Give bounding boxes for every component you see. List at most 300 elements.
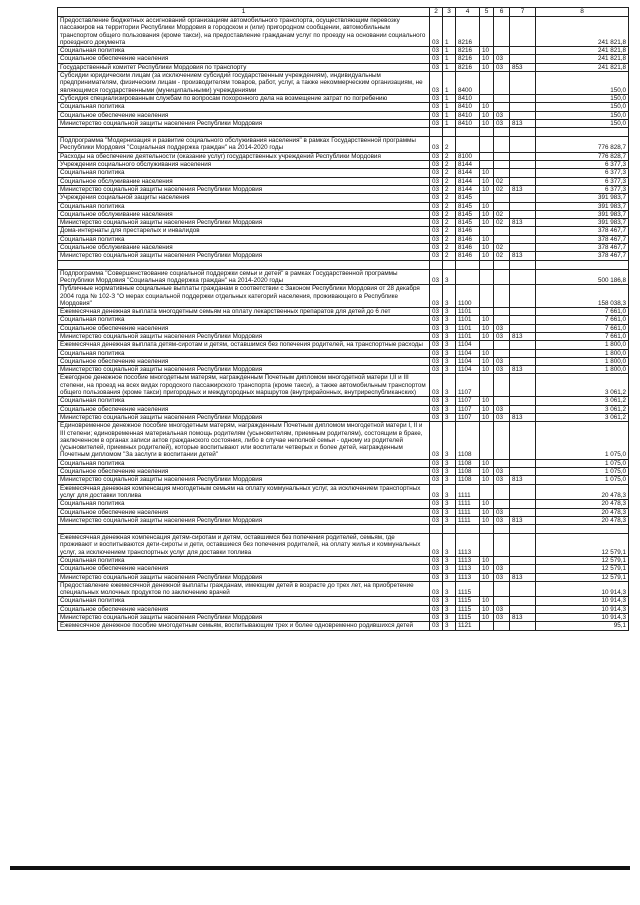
row-code-6: 03 xyxy=(494,55,510,63)
row-code-6 xyxy=(494,374,510,397)
row-code-3: 2 xyxy=(443,152,456,160)
row-code-6: 03 xyxy=(494,413,510,421)
row-code-2: 03 xyxy=(430,614,443,622)
row-code-4: 8144 xyxy=(456,177,480,185)
row-code-3: 3 xyxy=(443,341,456,349)
row-code-6 xyxy=(494,341,510,349)
row-code-7 xyxy=(510,17,536,47)
row-amount: 6 377,3 xyxy=(536,169,629,177)
row-code-6 xyxy=(494,103,510,111)
row-code-7 xyxy=(510,622,536,630)
row-code-7 xyxy=(510,177,536,185)
row-code-4: 1107 xyxy=(456,413,480,421)
row-name: Социальное обеспечение населения xyxy=(58,605,430,613)
row-code-5 xyxy=(480,227,494,235)
row-code-7 xyxy=(510,128,536,137)
row-code-2: 03 xyxy=(430,324,443,332)
row-code-5: 10 xyxy=(480,349,494,357)
row-code-4: 8100 xyxy=(456,152,480,160)
row-amount: 1 075,0 xyxy=(536,468,629,476)
row-code-2: 03 xyxy=(430,269,443,285)
row-amount: 158 038,3 xyxy=(536,285,629,308)
row-name: Субсидии юридическим лицам (за исключением субсидий государственным учреждениям), индивидуальным предпринимателям, физическим лицам - производителям товаров, работ, услуг, а также некоммерческим организациям, не являющимся государственными (муниципальными) учреждениями xyxy=(58,72,430,95)
row-code-3: 1 xyxy=(443,103,456,111)
row-amount: 391 983,7 xyxy=(536,210,629,218)
row-code-2: 03 xyxy=(430,161,443,169)
table-row xyxy=(58,468,629,476)
row-amount: 150,0 xyxy=(536,111,629,119)
row-amount: 95,1 xyxy=(536,622,629,630)
row-code-3: 3 xyxy=(443,316,456,324)
row-code-7 xyxy=(510,605,536,613)
row-name: Ежемесячная денежная выплата многодетным семьям на оплату лекарственных препаратов для детей до 6 лет xyxy=(58,308,430,316)
row-name: Субсидия специализированным службам по вопросам похоронного дела на возмещение затрат по погребению xyxy=(58,94,430,102)
row-code-4: 1107 xyxy=(456,397,480,405)
row-name: Социальное обеспечение населения xyxy=(58,324,430,332)
row-code-3: 3 xyxy=(443,308,456,316)
row-code-2: 03 xyxy=(430,285,443,308)
row-code-2: 03 xyxy=(430,17,443,47)
row-code-2: 03 xyxy=(430,605,443,613)
row-code-5: 10 xyxy=(480,244,494,252)
row-code-6: 03 xyxy=(494,508,510,516)
row-code-2: 03 xyxy=(430,557,443,565)
row-code-3: 2 xyxy=(443,177,456,185)
row-code-5: 10 xyxy=(480,324,494,332)
table-row xyxy=(58,111,629,119)
row-code-5: 10 xyxy=(480,47,494,55)
table-row xyxy=(58,366,629,374)
row-code-5: 10 xyxy=(480,169,494,177)
row-code-3: 3 xyxy=(443,557,456,565)
row-amount xyxy=(536,260,629,269)
row-code-3: 2 xyxy=(443,244,456,252)
row-code-5: 10 xyxy=(480,357,494,365)
table-row xyxy=(58,459,629,467)
row-code-6 xyxy=(494,622,510,630)
row-code-5 xyxy=(480,422,494,459)
row-name: Социальная политика xyxy=(58,202,430,210)
row-name: Министерство социальной защиты населения Республики Мордовия xyxy=(58,119,430,127)
row-code-2: 03 xyxy=(430,55,443,63)
row-code-5: 10 xyxy=(480,252,494,260)
row-amount: 20 478,3 xyxy=(536,508,629,516)
row-code-4: 8146 xyxy=(456,252,480,260)
table-row xyxy=(58,119,629,127)
row-name: Социальная политика xyxy=(58,103,430,111)
row-code-4: 8146 xyxy=(456,235,480,243)
row-code-7: 813 xyxy=(510,413,536,421)
row-code-2: 03 xyxy=(430,63,443,71)
table-row xyxy=(58,413,629,421)
row-code-2: 03 xyxy=(430,47,443,55)
row-code-7 xyxy=(510,227,536,235)
row-amount: 378 467,7 xyxy=(536,244,629,252)
row-code-6 xyxy=(494,484,510,500)
row-code-5: 10 xyxy=(480,63,494,71)
row-amount: 12 579,1 xyxy=(536,557,629,565)
table-row xyxy=(58,308,629,316)
row-code-2: 03 xyxy=(430,581,443,597)
row-code-2: 03 xyxy=(430,534,443,557)
row-code-5: 10 xyxy=(480,219,494,227)
row-code-3: 1 xyxy=(443,94,456,102)
row-code-4: 1111 xyxy=(456,484,480,500)
table-row xyxy=(58,244,629,252)
row-code-7 xyxy=(510,508,536,516)
row-code-3: 3 xyxy=(443,605,456,613)
row-code-3: 1 xyxy=(443,111,456,119)
row-code-2: 03 xyxy=(430,72,443,95)
row-code-7 xyxy=(510,152,536,160)
row-code-5: 10 xyxy=(480,210,494,218)
row-code-7 xyxy=(510,341,536,349)
row-amount: 3 061,2 xyxy=(536,374,629,397)
row-amount: 391 983,7 xyxy=(536,202,629,210)
row-code-4: 1108 xyxy=(456,476,480,484)
row-code-5: 10 xyxy=(480,55,494,63)
row-code-6: 03 xyxy=(494,357,510,365)
row-code-6 xyxy=(494,308,510,316)
row-code-2 xyxy=(430,128,443,137)
row-code-5 xyxy=(480,269,494,285)
row-code-3: 2 xyxy=(443,137,456,153)
table-row xyxy=(58,161,629,169)
table-row xyxy=(58,324,629,332)
row-amount: 378 467,7 xyxy=(536,252,629,260)
table-row xyxy=(58,357,629,365)
row-code-3: 3 xyxy=(443,405,456,413)
row-code-2: 03 xyxy=(430,332,443,340)
row-code-4: 1104 xyxy=(456,366,480,374)
row-code-3: 3 xyxy=(443,500,456,508)
row-code-4: 8144 xyxy=(456,185,480,193)
row-code-2: 03 xyxy=(430,94,443,102)
row-code-3: 3 xyxy=(443,484,456,500)
row-amount: 20 478,3 xyxy=(536,516,629,524)
row-code-2: 03 xyxy=(430,349,443,357)
row-name: Социальная политика xyxy=(58,169,430,177)
table-row xyxy=(58,484,629,500)
row-code-6: 03 xyxy=(494,324,510,332)
row-code-7 xyxy=(510,269,536,285)
row-code-5: 10 xyxy=(480,614,494,622)
table-row xyxy=(58,405,629,413)
row-code-6 xyxy=(494,72,510,95)
row-code-2: 03 xyxy=(430,252,443,260)
row-amount: 391 983,7 xyxy=(536,194,629,202)
row-code-3: 2 xyxy=(443,185,456,193)
row-name: Предоставление бюджетных ассигнований организациям автомобильного транспорта, осуществляющим перевозку пассажиров на территории Республики Мордовия в городском и (или) пригородном сообщении, автомобильным транспортом общего пользования (кроме такси), на предоставление гражданам услуг по проезду на основании социального проездного документа xyxy=(58,17,430,47)
table-row xyxy=(58,500,629,508)
row-name: Социальная политика xyxy=(58,500,430,508)
row-code-4: 1113 xyxy=(456,573,480,581)
row-code-2: 03 xyxy=(430,597,443,605)
row-amount: 10 914,3 xyxy=(536,605,629,613)
row-code-2: 03 xyxy=(430,500,443,508)
row-code-4: 1115 xyxy=(456,614,480,622)
table-row xyxy=(58,614,629,622)
row-name: Социальное обеспечение населения xyxy=(58,565,430,573)
row-code-6 xyxy=(494,227,510,235)
row-code-4: 8410 xyxy=(456,111,480,119)
row-code-3: 1 xyxy=(443,119,456,127)
row-code-2: 03 xyxy=(430,119,443,127)
row-code-7: 813 xyxy=(510,516,536,524)
row-name: Публичные нормативные социальные выплаты гражданам в соответствии с Законом Республики Мордовия от 28 декабря 2004 года № 102-З "О мерах социальной поддержки отдельных категорий населения, проживающего в Республике Мордовия" xyxy=(58,285,430,308)
row-code-5: 10 xyxy=(480,111,494,119)
row-code-6 xyxy=(494,422,510,459)
row-code-7 xyxy=(510,316,536,324)
row-code-7 xyxy=(510,500,536,508)
row-code-5: 10 xyxy=(480,573,494,581)
row-code-4: 1115 xyxy=(456,581,480,597)
row-code-5: 10 xyxy=(480,459,494,467)
row-code-5: 10 xyxy=(480,332,494,340)
row-code-5 xyxy=(480,341,494,349)
row-amount: 378 467,7 xyxy=(536,235,629,243)
row-code-2: 03 xyxy=(430,316,443,324)
row-name: Министерство социальной защиты населения Республики Мордовия xyxy=(58,332,430,340)
header-col-2: 2 xyxy=(430,8,443,17)
budget-table xyxy=(57,7,629,631)
row-name: Ежемесячная денежная выплата детям-сиротам и детям, оставшимся без попечения родителей, на транспортные расходы xyxy=(58,341,430,349)
row-code-4: 1121 xyxy=(456,622,480,630)
row-code-7 xyxy=(510,397,536,405)
row-amount: 1 800,0 xyxy=(536,366,629,374)
row-code-5 xyxy=(480,72,494,95)
row-code-5 xyxy=(480,17,494,47)
row-name: Министерство социальной защиты населения Республики Мордовия xyxy=(58,413,430,421)
table-row xyxy=(58,557,629,565)
row-code-2: 03 xyxy=(430,341,443,349)
row-code-7: 813 xyxy=(510,573,536,581)
row-code-6: 03 xyxy=(494,614,510,622)
row-amount: 150,0 xyxy=(536,94,629,102)
row-name xyxy=(58,128,430,137)
row-name: Социальное обеспечение населения xyxy=(58,468,430,476)
row-amount: 3 061,2 xyxy=(536,413,629,421)
row-code-3: 3 xyxy=(443,413,456,421)
row-code-4: 8410 xyxy=(456,94,480,102)
row-code-5 xyxy=(480,137,494,153)
row-name: Социальное обеспечение населения xyxy=(58,508,430,516)
row-code-6 xyxy=(494,235,510,243)
table-row xyxy=(58,269,629,285)
row-code-3: 3 xyxy=(443,357,456,365)
row-code-3: 3 xyxy=(443,565,456,573)
row-code-4: 1104 xyxy=(456,349,480,357)
row-code-2: 03 xyxy=(430,177,443,185)
row-code-7: 813 xyxy=(510,119,536,127)
row-code-7 xyxy=(510,137,536,153)
row-name: Социальная политика xyxy=(58,349,430,357)
row-code-7 xyxy=(510,244,536,252)
row-code-7 xyxy=(510,349,536,357)
row-code-4: 1108 xyxy=(456,468,480,476)
budget-sheet xyxy=(57,7,628,631)
row-code-4: 8410 xyxy=(456,119,480,127)
row-name: Единовременное денежное пособие многодетным матерям, награжденным Почетным дипломом многодетной матери I, II и III степени; единовременная материальная помощь родителям (усыновителям, приемным родителям), состоящим в браке, заключенном в органах записи актов гражданского состояния, либо в случае неполной семьи - одному из родителей (усыновителей, приемных родителей), которые воспитывают или воспитали четверых и более детей, награжденным Почетным дипломом "За заслуги в воспитании детей" xyxy=(58,422,430,459)
table-row xyxy=(58,422,629,459)
row-code-7 xyxy=(510,47,536,55)
row-code-5: 10 xyxy=(480,500,494,508)
table-spacer-row xyxy=(58,260,629,269)
row-code-4: 1107 xyxy=(456,374,480,397)
row-code-2: 03 xyxy=(430,219,443,227)
row-code-7 xyxy=(510,459,536,467)
row-code-7 xyxy=(510,161,536,169)
table-row xyxy=(58,476,629,484)
row-name: Министерство социальной защиты населения Республики Мордовия xyxy=(58,476,430,484)
row-amount: 6 377,3 xyxy=(536,161,629,169)
row-name: Социальная политика xyxy=(58,397,430,405)
table-row xyxy=(58,565,629,573)
row-name: Министерство социальной защиты населения Республики Мордовия xyxy=(58,516,430,524)
row-code-7 xyxy=(510,260,536,269)
header-col-4: 4 xyxy=(456,8,480,17)
table-row xyxy=(58,622,629,630)
table-row xyxy=(58,534,629,557)
row-code-4: 1113 xyxy=(456,534,480,557)
row-code-6 xyxy=(494,137,510,153)
table-spacer-row xyxy=(58,128,629,137)
row-code-4: 1111 xyxy=(456,500,480,508)
row-code-6: 03 xyxy=(494,119,510,127)
row-code-7 xyxy=(510,534,536,557)
row-code-3: 2 xyxy=(443,194,456,202)
table-row xyxy=(58,516,629,524)
row-code-4: 8145 xyxy=(456,202,480,210)
row-amount: 7 661,0 xyxy=(536,332,629,340)
row-code-6 xyxy=(494,169,510,177)
row-code-6 xyxy=(494,260,510,269)
row-code-2: 03 xyxy=(430,516,443,524)
table-header-row xyxy=(58,8,629,17)
row-code-4: 8216 xyxy=(456,17,480,47)
table-row xyxy=(58,185,629,193)
row-amount: 7 661,0 xyxy=(536,316,629,324)
row-code-5: 10 xyxy=(480,103,494,111)
row-code-6: 03 xyxy=(494,63,510,71)
row-name: Ежемесячная денежная компенсация детям-сиротам и детям, оставшимся без попечения родителей, семьям, где проживают и воспитываются дети-сироты и дети, оставшиеся без попечения родителей, на оплату жилья и коммунальных услуг, за исключением транспортных услуг для доставки топлива xyxy=(58,534,430,557)
row-code-2: 03 xyxy=(430,152,443,160)
row-code-4: 8145 xyxy=(456,194,480,202)
row-name: Учреждения социальной защиты населения xyxy=(58,194,430,202)
row-code-4: 1101 xyxy=(456,324,480,332)
row-code-2 xyxy=(430,525,443,534)
row-code-3: 3 xyxy=(443,622,456,630)
row-code-6 xyxy=(494,534,510,557)
row-code-5 xyxy=(480,622,494,630)
row-name: Социальное обслуживание населения xyxy=(58,210,430,218)
row-name: Дома-интернаты для престарелых и инвалидов xyxy=(58,227,430,235)
row-code-7 xyxy=(510,210,536,218)
row-amount xyxy=(536,525,629,534)
row-code-4: 1101 xyxy=(456,332,480,340)
row-code-6 xyxy=(494,597,510,605)
row-code-4: 1111 xyxy=(456,516,480,524)
row-code-3: 1 xyxy=(443,72,456,95)
row-code-6 xyxy=(494,47,510,55)
row-code-6: 03 xyxy=(494,366,510,374)
row-code-2: 03 xyxy=(430,422,443,459)
row-code-2: 03 xyxy=(430,357,443,365)
row-code-4: 8145 xyxy=(456,219,480,227)
row-code-6 xyxy=(494,152,510,160)
table-row xyxy=(58,63,629,71)
row-amount: 1 075,0 xyxy=(536,422,629,459)
row-code-2: 03 xyxy=(430,308,443,316)
row-code-6 xyxy=(494,94,510,102)
row-code-7 xyxy=(510,235,536,243)
row-code-3: 3 xyxy=(443,476,456,484)
row-code-6 xyxy=(494,459,510,467)
row-code-7 xyxy=(510,103,536,111)
row-code-3: 2 xyxy=(443,235,456,243)
row-code-6: 02 xyxy=(494,244,510,252)
row-code-3 xyxy=(443,128,456,137)
row-code-6: 02 xyxy=(494,219,510,227)
row-name: Социальное обслуживание населения xyxy=(58,244,430,252)
row-code-3: 3 xyxy=(443,468,456,476)
row-code-3: 3 xyxy=(443,534,456,557)
row-code-5: 10 xyxy=(480,366,494,374)
row-code-5 xyxy=(480,285,494,308)
row-code-2: 03 xyxy=(430,111,443,119)
row-code-3: 2 xyxy=(443,161,456,169)
row-code-7: 813 xyxy=(510,185,536,193)
row-name: Ежемесячная денежная компенсация многодетным семьям на оплату коммунальных услуг, за исключением транспортных услуг для доставки топлива xyxy=(58,484,430,500)
row-code-2: 03 xyxy=(430,202,443,210)
row-code-5: 10 xyxy=(480,597,494,605)
row-amount: 7 661,0 xyxy=(536,324,629,332)
row-code-2: 03 xyxy=(430,476,443,484)
row-code-3: 2 xyxy=(443,227,456,235)
row-amount: 150,0 xyxy=(536,72,629,95)
row-code-5 xyxy=(480,152,494,160)
row-code-6: 03 xyxy=(494,468,510,476)
table-row xyxy=(58,219,629,227)
row-code-7 xyxy=(510,72,536,95)
row-code-5: 10 xyxy=(480,397,494,405)
row-code-2: 03 xyxy=(430,565,443,573)
row-name: Предоставление ежемесячной денежной выплаты гражданам, имеющим детей в возрасте до трех лет, на приобретение специальных молочных продуктов по заключению врачей xyxy=(58,581,430,597)
row-code-4: 1111 xyxy=(456,508,480,516)
row-code-4: 1113 xyxy=(456,565,480,573)
row-name: Социальное обеспечение населения xyxy=(58,405,430,413)
row-code-4: 1100 xyxy=(456,285,480,308)
row-amount: 3 061,2 xyxy=(536,405,629,413)
row-code-3 xyxy=(443,525,456,534)
row-code-4: 1101 xyxy=(456,316,480,324)
row-code-3: 2 xyxy=(443,252,456,260)
table-row xyxy=(58,169,629,177)
row-code-4: 1104 xyxy=(456,341,480,349)
row-amount: 776 828,7 xyxy=(536,137,629,153)
row-code-3: 3 xyxy=(443,516,456,524)
row-code-4: 8216 xyxy=(456,47,480,55)
row-code-7 xyxy=(510,422,536,459)
header-col-6: 6 xyxy=(494,8,510,17)
row-code-4: 1107 xyxy=(456,405,480,413)
row-code-4: 8146 xyxy=(456,244,480,252)
row-code-3: 2 xyxy=(443,210,456,218)
row-code-7: 813 xyxy=(510,366,536,374)
row-code-2: 03 xyxy=(430,374,443,397)
table-row xyxy=(58,332,629,340)
row-name xyxy=(58,260,430,269)
